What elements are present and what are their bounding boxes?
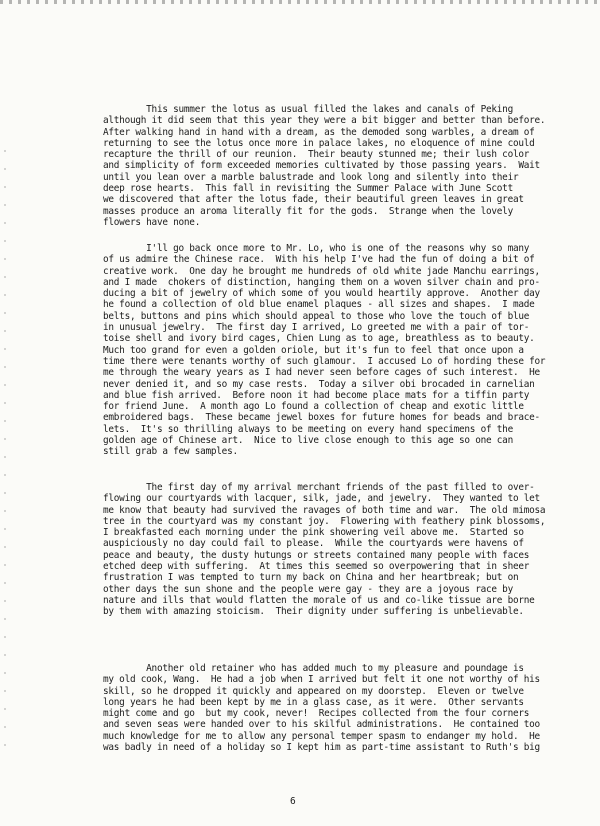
text-line: golden age of Chinese art. Nice to live close enough to this age so one can: [103, 435, 513, 447]
text-line: never denied it, and so my case rests. Today a silver obi brocaded in carnelian: [103, 378, 535, 390]
text-line: Much too grand for even a golden oriole, but it's fun to feel that once upon a: [103, 344, 524, 356]
text-line: flowing our courtyards with lacquer, silk, jade, and jewelry. They wanted to let: [103, 493, 540, 505]
text-line: time there were tenants worthy of such glamour. I accused Lo of hording these for: [103, 355, 546, 367]
text-line: creative work. One day he brought me hundreds of old white jade Manchu earrings,: [103, 265, 540, 277]
page-number: 6: [290, 796, 296, 807]
paragraph-cook-wang: [103, 663, 593, 753]
text-line: auspiciously no day could fail to please. While the courtyards were havens of: [103, 538, 524, 550]
text-line: nature and ills that would flatten the morale of us and co-like tissue are borne: [103, 594, 535, 606]
text-line: I'll go back once more to Mr. Lo, who is one of the reasons why so many: [103, 243, 530, 254]
text-line: by them with amazing stoicism. Their dignity under suffering is unbelievable.: [103, 606, 524, 618]
text-line: me know that beauty had survived the ravages of both time and war. The old mimosa: [103, 504, 546, 516]
text-line: for friend June. A month ago Lo found a collection of cheap and exotic little: [103, 401, 524, 413]
text-line: After walking hand in hand with a dream, as the demoded song warbles, a dream of: [103, 126, 535, 138]
text-line: The first day of my arrival merchant friends of the past filled to over-: [103, 482, 535, 493]
text-line: belts, buttons and pins which should appeal to those who love the touch of blue: [103, 310, 530, 322]
text-line: deep rose hearts. This fall in revisiting the Summer Palace with June Scott: [103, 183, 513, 195]
text-line: he found a collection of old blue enamel plaques - all sizes and shapes. I made: [103, 299, 535, 311]
text-line: in unusual jewelry. The first day I arrived, Lo greeted me with a pair of tor-: [103, 322, 530, 334]
text-line: toise shell and ivory bird cages, Chien Lung as to age, breathless as to beauty.: [103, 333, 535, 345]
text-line: of us admire the Chinese race. With his help I've had the fun of doing a bit of: [103, 254, 535, 266]
paragraph-lotus: [103, 104, 593, 228]
text-line: I breakfasted each morning under the pink showering veil above me. Started so: [103, 527, 524, 539]
text-line: masses produce an aroma literally fit for the gods. Strange when the lovely: [103, 205, 513, 217]
text-line: other days the sun shone and the people were gay - they are a joyous race by: [103, 583, 513, 595]
text-line: lets. It's so thrilling always to be meeting on every hand specimens of the: [103, 423, 513, 435]
paragraph-mr-lo: [103, 243, 593, 458]
text-line: recapture the thrill of our reunion. Their beauty stunned me; their lush color: [103, 149, 530, 161]
text-line: flowers have none.: [103, 216, 201, 228]
text-line: much knowledge for me to allow any personal temper spasm to endanger my hold. He: [103, 730, 540, 742]
text-line: we discovered that after the lotus fade, their beautiful green leaves in great: [103, 194, 524, 206]
text-line: although it did seem that this year they were a bit bigger and better than before.: [103, 115, 546, 127]
text-line: Another old retainer who has added much to my pleasure and poundage is: [103, 663, 524, 674]
text-line: still grab a few samples.: [103, 446, 238, 458]
text-line: was badly in need of a holiday so I kept him as part-time assistant to Ruth's big: [103, 742, 540, 754]
text-line: my old cook, Wang. He had a job when I arrived but felt it one not worthy of his: [103, 674, 540, 686]
text-line: tree in the courtyard was my constant joy. Flowering with feathery pink blossoms,: [103, 515, 546, 527]
text-line: long years he had been kept by me in a glass case, as it were. Other servants: [103, 696, 524, 708]
text-line: peace and beauty, the dusty hutungs or streets contained many people with faces: [103, 549, 530, 561]
text-line: returning to see the lotus once more in palace lakes, no eloquence of mine could: [103, 137, 535, 149]
text-line: and seven seas were handed over to his skilful administrations. He contained too: [103, 719, 540, 731]
text-line: ducing a bit of jewelry of which some of you would heartily approve. Another day: [103, 288, 540, 300]
text-line: and I made chokers of distinction, hanging them on a woven silver chain and pro-: [103, 276, 540, 288]
text-line: skill, so he dropped it quickly and appeared on my doorstep. Eleven or twelve: [103, 685, 524, 697]
text-line: frustration I was tempted to turn my back on China and her heartbreak; but on: [103, 572, 519, 584]
text-line: and blue fish arrived. Before noon it had become place mats for a tiffin party: [103, 389, 530, 401]
text-line: and simplicity of form exceeded memories cultivated by those passing years. Wait: [103, 160, 540, 172]
text-line: might come and go but my cook, never! Recipes collected from the four corners: [103, 708, 530, 720]
text-line: me through the weary years as I had never seen before cages of such interest. He: [103, 367, 540, 379]
text-line: embroidered bags. These became jewel boxes for future homes for beads and brace-: [103, 412, 540, 424]
text-line: This summer the lotus as usual filled the lakes and canals of Peking: [103, 104, 513, 115]
text-line: until you lean over a marble balustrade and look long and silently into their: [103, 171, 519, 183]
text-line: etched deep with suffering. At times this seemed so overpowering that in sheer: [103, 561, 530, 573]
paragraph-merchant-friends: [103, 482, 593, 618]
